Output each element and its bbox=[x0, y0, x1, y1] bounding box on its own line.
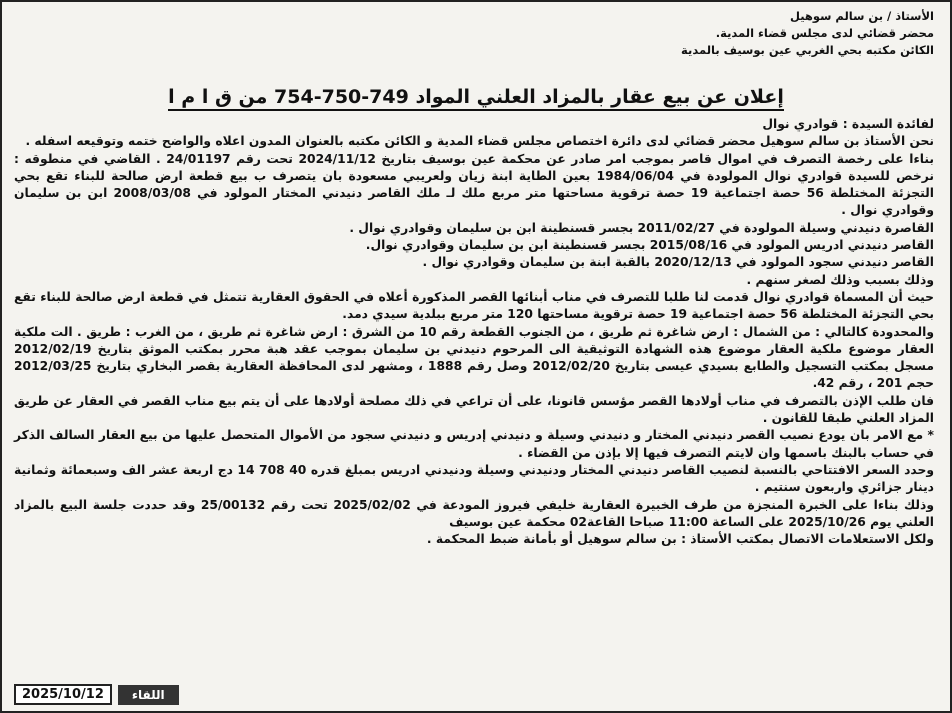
notice-title-text bbox=[168, 86, 784, 111]
minor-entry: القاصر دنيدني سجود المولود في 2020/12/13 بالقبة ابنة بن سليمان وقوادري نوال . bbox=[422, 255, 934, 270]
newspaper-name: اللقاء bbox=[118, 685, 179, 705]
body-paragraph: نحن الأستاذ بن سالم سوهيل محضر قضائي لدى دائرة اختصاص مجلس قضاء المدية و الكائن مكتبه بالعنوان المدون اعلاه والواضح ختمه وتوقيعه اسفله . bbox=[25, 134, 934, 149]
publication-footer bbox=[14, 684, 179, 705]
body-paragraph: وذلك بسبب وذلك لصغر سنهم . bbox=[746, 272, 934, 287]
body-paragraph: حيث أن المسماة قوادري نوال قدمت لنا طلبا للتصرف في مناب أبنائها القصر المذكورة أعلاه في الحقوق العقارية تتمثل في قطعة ارض صالحة للبناء تقع بحي التجزئة المختلطة 56 حصة اجتماعية 19 حصة ترقوية مساحتها 120 متر مربع ببلدية سيدي دمد. bbox=[14, 289, 934, 322]
bailiff-role: محضر قضائي لدى مجلس قضاء المدية. bbox=[715, 26, 934, 40]
notice-title bbox=[2, 86, 950, 108]
opening-price: وحدد السعر الافتتاحي بالنسبة لنصيب القاصر دنيدني المختار ودنيدني وسيلة ودنيدني ادريس بمبلغ قدره 40 708 14 دج اربعة عشر الف وسبعمائة وثمانية دينار جزائري واربعون سنتيم . bbox=[14, 462, 935, 495]
bailiff-header bbox=[681, 8, 934, 59]
contact-info: ولكل الاستعلامات الاتصال بمكتب الأستاذ : بن سالم سوهيل أو بأمانة ضبط المحكمة . bbox=[426, 532, 934, 547]
bailiff-address: الكائن مكتبه بحي الغربي عين بوسيف بالمدية bbox=[681, 43, 934, 57]
body-paragraph: بناءا على رخصة التصرف في اموال قاصر بموجب امر صادر عن محكمة عين بوسيف بتاريخ 2024/11/12 تحت رقم 24/01197 . القاضي في منطوقه : نرخص للسيدة قوادري نوال المولودة في 1984/06/04 بعين الطاية ابنة زيان ولعريبي مسعودة بان يتصرف ب بيع قطعة ارض صالحة للبناء تقع بحي التجزئة المختلطة 56 حصة اجتماعية 19 حصة ترقوية مساحتها متر مربع ملك لـ ملك القاصر دنيدني المختار المولود في 2008/03/08 ابن بن سليمان وقوادري نوال . bbox=[14, 151, 934, 218]
deposit-order: * مع الامر بان يودع نصيب القصر دنيدني المختار و دنيدني وسيلة و دنيدني إدريس و دنيدني سجود من الأموال المتحصل عليها من بيع العقار السالف الذكر في حساب بالبنك باسمها وان لايتم التصرف فيها إلا بإذن من القضاء . bbox=[14, 428, 934, 460]
notice-body bbox=[14, 116, 934, 548]
beneficiary-line: لفائدة السيدة : قوادري نوال bbox=[762, 117, 934, 131]
auction-session: وذلك بناءا على الخبرة المنجزة من طرف الخبيرة العقارية خليفي فيروز المودعة في 2025/02/02 تحت رقم 25/00132 وقد حددت جلسة البيع بالمزاد العلني يوم 2025/10/26 على الساعة 11:00 صباحا القاعة02 محكمة عين بوسيف bbox=[14, 497, 934, 529]
bailiff-name: الأستاذ / بن سالم سوهيل bbox=[789, 9, 934, 23]
publication-date: 2025/10/12 bbox=[14, 684, 112, 705]
title-prefix: إعلان عن بيع عقار بالمزاد العلني المواد bbox=[408, 86, 784, 108]
body-paragraph: فان طلب الإذن بالتصرف في مناب أولادها القصر مؤسس قانونا، على أن تراعي في ذلك مصلحة أولادها على أن يتم بيع مناب القصر في العقار عن طريق المزاد العلني طبقا للقانون . bbox=[14, 393, 934, 426]
title-suffix: من ق ا م ا bbox=[168, 86, 275, 108]
minor-entry: القاصرة دنيدني وسيلة المولودة في 2011/02/27 بجسر قسنطينة ابن بن سليمان وقوادري نوال . bbox=[349, 220, 934, 235]
title-articles: 749-750-754 bbox=[274, 86, 409, 108]
property-boundaries: والمحدودة كالتالي : من الشمال : ارض شاغرة ثم طريق ، من الجنوب القطعة رقم 10 من الشرق : ارض شاغرة ثم طريق ، من الغرب : طريق . الت ملكية العقار موضوع ملكية العقار موضوع هذه الشهادة التوثيقية الى المرحوم دنيدني بن سليمان بموجب عقد هبة محرر بمكتب الموثق بتاريخ 2012/02/19 مسجل بمكتب التسجيل والطابع بسيدي عيسى بتاريخ 2012/02/20 وصل رقم 1888 ، ومشهر لدى المحافظة العقارية بقصر البخاري بتاريخ 2012/03/25 حجم 201 ، رقم 42. bbox=[14, 324, 934, 391]
minor-entry: القاصر دنيدني ادريس المولود في 2015/08/16 بجسر قسنطينة ابن بن سليمان وقوادري نوال. bbox=[365, 238, 934, 253]
